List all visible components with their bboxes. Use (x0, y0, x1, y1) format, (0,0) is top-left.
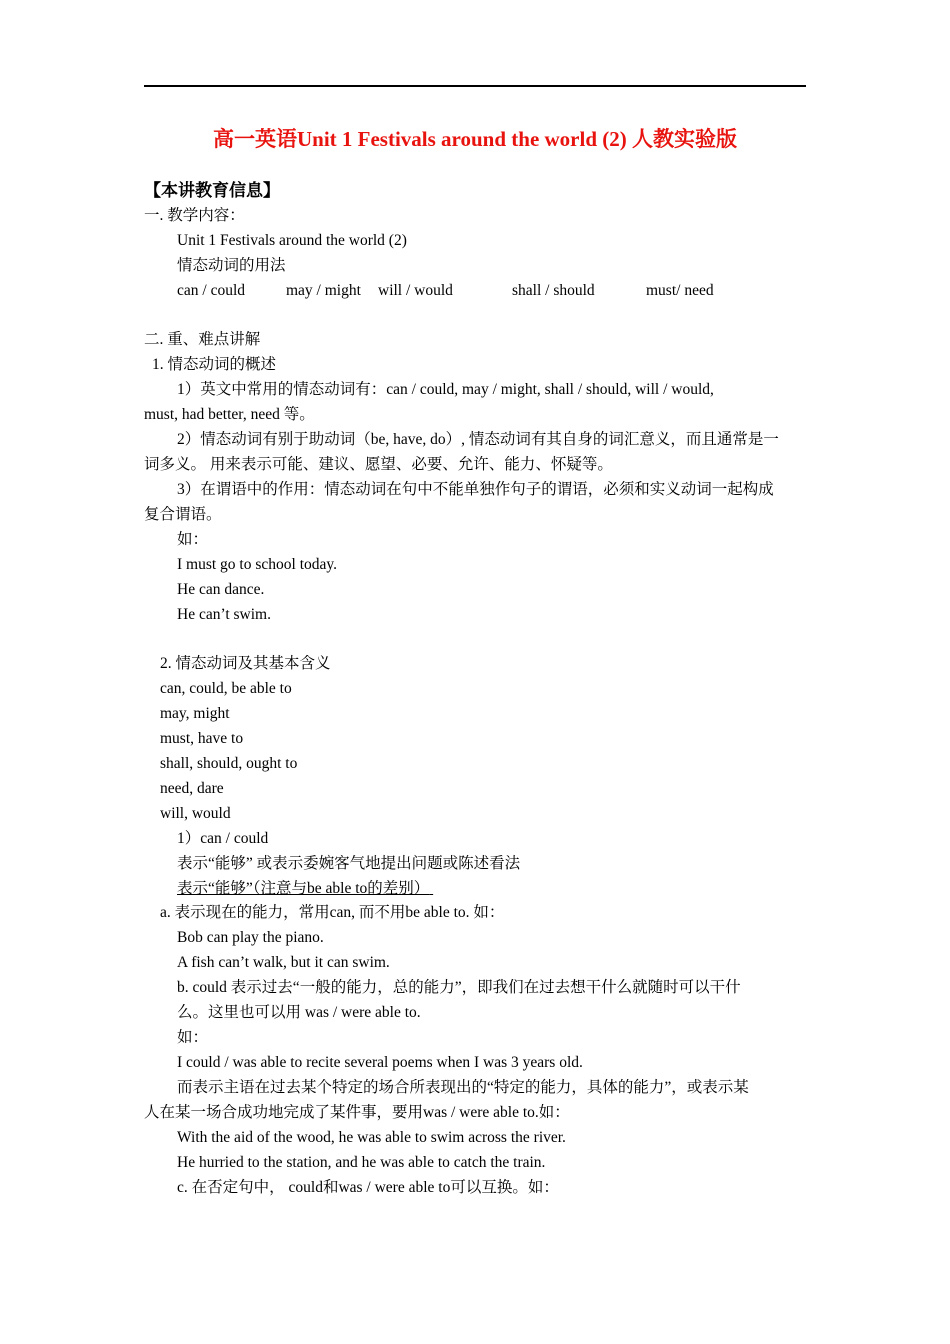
point1-2-line2: 词多义。 用来表示可能、建议、愿望、必要、允许、能力、怀疑等。 (144, 456, 613, 473)
section2-heading: 二. 重、难点讲解 (144, 331, 261, 348)
point1-3-line2: 复合谓语。 (144, 506, 222, 523)
point1-heading: 1. 情态动词的概述 (152, 356, 277, 373)
modal-group: may, might (160, 705, 230, 722)
point1-1-line2: must, had better, need 等。 (144, 406, 315, 423)
modal-group: must, have to (160, 730, 244, 747)
point-a-line: a. 表示现在的能力，常用can, 而不用be able to. 如： (160, 904, 505, 921)
info-heading: 【本讲教育信息】 (144, 181, 280, 200)
example-sentence: Bob can play the piano. (177, 929, 324, 946)
modal-group: can, could, be able to (160, 680, 292, 697)
example-sentence: He hurried to the station, and he was able to catch the train. (177, 1154, 546, 1171)
modal-group: will, would (160, 805, 231, 822)
point1-3-line1: 3）在谓语中的作用：情态动词在句中不能单独作句子的谓语，必须和实义动词一起构成 (177, 481, 774, 498)
point1-1-line1: 1）英文中常用的情态动词有：can / could, may / might, shall / should, will / would, (177, 381, 714, 398)
example-sentence: He can’t swim. (177, 606, 271, 623)
verb-shall-should: shall / should (512, 282, 595, 299)
verb-may-might: may / might (286, 282, 361, 299)
point-b-para-line2: 人在某一场合成功地完成了某件事，要用was / were able to.如： (144, 1104, 570, 1121)
verb-must-need: must/ need (646, 282, 714, 299)
sub1-meaning: 表示“能够” 或表示委婉客气地提出问题或陈述看法 (177, 855, 521, 872)
example-sentence: With the aid of the wood, he was able to swim across the river. (177, 1129, 566, 1146)
sub1-heading: 1）can / could (177, 830, 269, 847)
modal-group: shall, should, ought to (160, 755, 298, 772)
example-sentence: I could / was able to recite several poems when I was 3 years old. (177, 1054, 583, 1071)
point-c-line: c. 在否定句中， could和was / were able to可以互换。如： (177, 1179, 559, 1196)
verb-will-would: will / would (378, 282, 453, 299)
point-b-para-line1: 而表示主语在过去某个特定的场合所表现出的“特定的能力，具体的能力”，或表示某 (177, 1079, 749, 1096)
point-b-line1: b. could 表示过去“一般的能力，总的能力”，即我们在过去想干什么就随时可以干什 (177, 979, 741, 996)
header-rule (144, 85, 806, 87)
topic-line: 情态动词的用法 (177, 257, 286, 274)
verb-can-could: can / could (177, 282, 246, 299)
section1-heading: 一. 教学内容： (144, 207, 245, 224)
example-sentence: He can dance. (177, 581, 265, 598)
document-title: 高一英语Unit 1 Festivals around the world (2) 人教实验版 (212, 127, 738, 151)
example-label: 如： (177, 531, 209, 548)
point2-heading: 2. 情态动词及其基本含义 (160, 655, 331, 672)
sub1-underlined-note (144, 876, 839, 901)
point1-2-line1: 2）情态动词有别于助动词（be, have, do）, 情态动词有其自身的词汇意义，而且通常是一 (177, 431, 779, 448)
underlined-text: 表示“能够”（注意与be able to的差别） (177, 880, 430, 897)
modal-group: need, dare (160, 780, 224, 797)
example-sentence: A fish can’t walk, but it can swim. (177, 954, 390, 971)
point-b-line2: 么。这里也可以用 was / were able to. (177, 1004, 421, 1021)
unit-title: Unit 1 Festivals around the world (2) (177, 232, 407, 249)
example-label: 如： (177, 1029, 209, 1046)
example-sentence: I must go to school today. (177, 556, 338, 573)
